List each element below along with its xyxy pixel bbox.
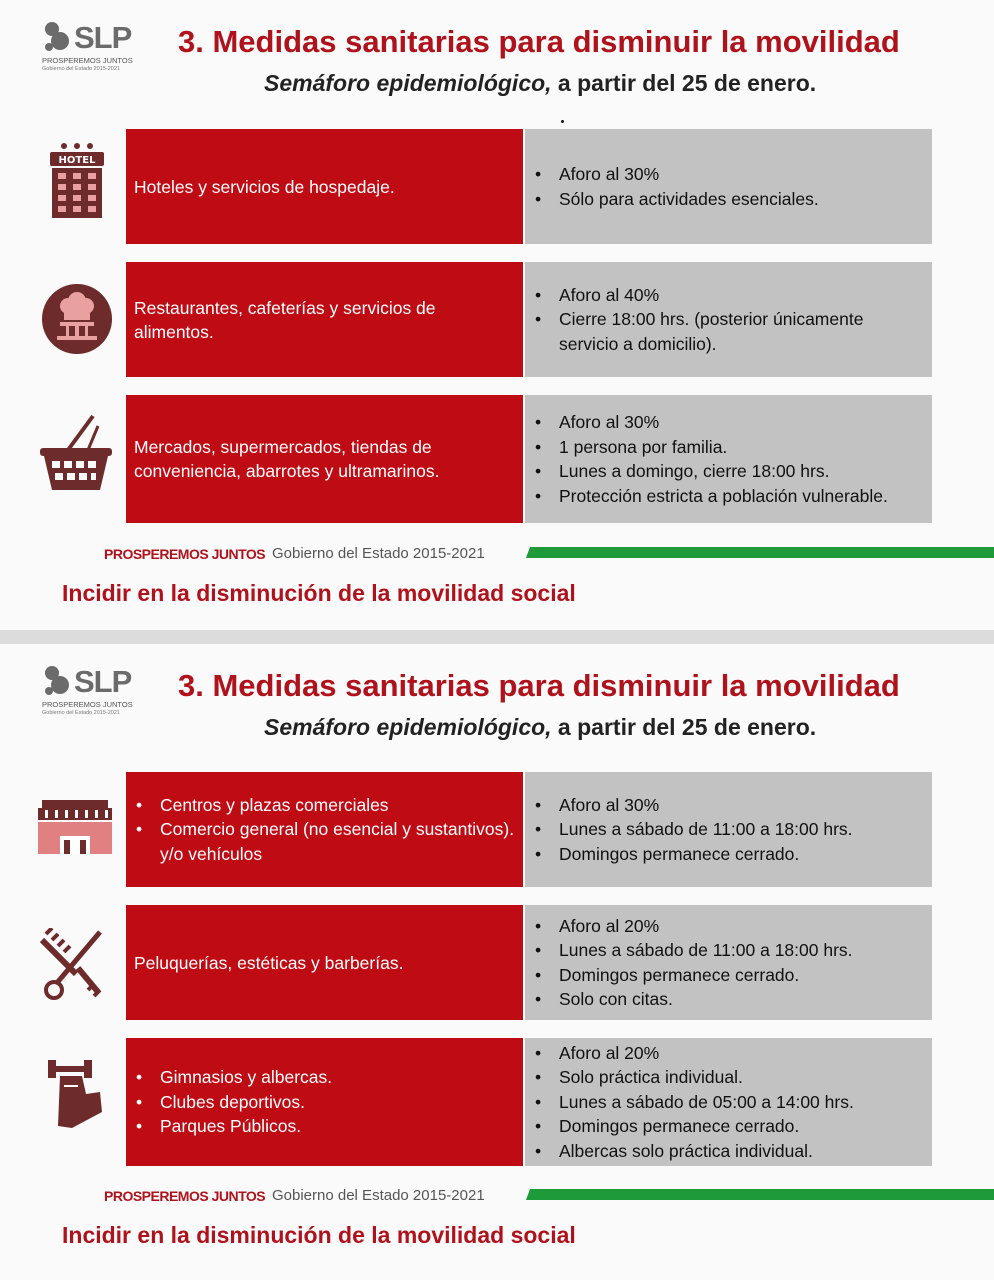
logo-gov: Gobierno del Estado 2015-2021 <box>42 710 120 716</box>
measure-row-gyms <box>126 1038 932 1166</box>
rules-list <box>533 162 819 211</box>
category-cell <box>126 129 523 244</box>
category-label: Restaurantes, cafeterías y servicios de alimentos. <box>134 297 436 342</box>
rule-item: • 1 persona por familia. <box>533 435 888 460</box>
rule-item: • Lunes a sábado de 11:00 a 18:00 hrs. <box>533 938 853 963</box>
slide-tagline: Incidir en la disminución de la movilidad social <box>62 1222 576 1248</box>
category-list <box>134 1065 332 1139</box>
rule-item: • Aforo al 40% <box>533 283 924 308</box>
rules-list <box>533 410 888 508</box>
rule-item: • Sólo para actividades esenciales. <box>533 187 819 212</box>
rule-item: • Aforo al 20% <box>533 1041 854 1066</box>
basket-icon <box>38 412 114 492</box>
category-cell <box>126 905 523 1020</box>
category-cell <box>126 1038 523 1166</box>
footer-brand: PROSPEREMOS JUNTOS <box>104 546 266 562</box>
measure-row-commerce <box>126 772 932 887</box>
rule-item: • Lunes a sábado de 05:00 a 14:00 hrs. <box>533 1090 854 1115</box>
rule-item: • Aforo al 20% <box>533 914 853 939</box>
footer-gov: Gobierno del Estado 2015-2021 <box>272 545 485 562</box>
measure-row-hotels <box>126 129 932 244</box>
logo-tagline: PROSPEREMOS JUNTOS <box>42 700 133 709</box>
logo-mark-icon <box>42 664 76 698</box>
category-label: Mercados, supermercados, tiendas de conveniencia, abarrotes y ultramarinos. <box>134 437 440 481</box>
hotel-icon <box>48 142 106 220</box>
subtitle-rest: a partir del 25 de enero. <box>551 70 817 96</box>
rule-item: • Solo con citas. <box>533 987 853 1012</box>
footer-green-bar <box>526 547 994 558</box>
stray-dot <box>561 120 564 123</box>
footer-brand: PROSPEREMOS JUNTOS <box>104 1188 266 1204</box>
category-item: • Clubes deportivos. <box>134 1090 332 1115</box>
rule-item: • Cierre 18:00 hrs. (posterior únicamente servicio a domicilio). <box>533 307 924 356</box>
slp-logo <box>42 20 134 80</box>
rule-item: • Domingos permanece cerrado. <box>533 842 853 867</box>
category-cell <box>126 262 523 377</box>
rule-item: • Protección estricta a población vulnerable. <box>533 484 888 509</box>
slide-title: 3. Medidas sanitarias para disminuir la movilidad <box>178 24 900 59</box>
rules-list <box>533 1041 854 1164</box>
subtitle-italic: Semáforo epidemiológico, <box>264 70 552 96</box>
subtitle-italic: Semáforo epidemiológico, <box>264 714 552 740</box>
measure-row-barbers <box>126 905 932 1020</box>
rules-cell <box>525 262 932 377</box>
slide-tagline: Incidir en la disminución de la movilidad social <box>62 580 576 606</box>
rule-item: • Aforo al 30% <box>533 162 819 187</box>
rules-cell <box>525 129 932 244</box>
footer-green-bar <box>526 1189 994 1200</box>
rules-cell <box>525 1038 932 1166</box>
rule-item: • Domingos permanece cerrado. <box>533 963 853 988</box>
measure-row-markets <box>126 395 932 523</box>
scissors-comb-icon <box>38 928 112 1002</box>
rule-item: • Aforo al 30% <box>533 793 853 818</box>
storefront-icon <box>36 798 114 856</box>
category-item: • Centros y plazas comerciales <box>134 793 515 818</box>
rule-item: • Aforo al 30% <box>533 410 888 435</box>
category-cell <box>126 395 523 523</box>
rule-item: • Lunes a sábado de 11:00 a 18:00 hrs. <box>533 817 853 842</box>
category-label: Hoteles y servicios de hospedaje. <box>134 176 395 197</box>
category-cell <box>126 772 523 887</box>
slide-subtitle <box>264 714 816 741</box>
rule-item: • Domingos permanece cerrado. <box>533 1114 854 1139</box>
hotel-label: HOTEL <box>58 155 96 166</box>
rules-cell <box>525 905 932 1020</box>
footer-gov: Gobierno del Estado 2015-2021 <box>272 1187 485 1204</box>
measure-row-restaurants <box>126 262 932 377</box>
rule-item: • Lunes a domingo, cierre 18:00 hrs. <box>533 459 888 484</box>
logo-tagline: PROSPEREMOS JUNTOS <box>42 56 133 65</box>
rule-item: • Solo práctica individual. <box>533 1065 854 1090</box>
logo-gov: Gobierno del Estado 2015-2021 <box>42 66 120 72</box>
category-list <box>134 793 515 867</box>
rules-cell <box>525 395 932 523</box>
logo-text: SLP <box>74 664 132 699</box>
logo-text: SLP <box>74 20 132 55</box>
gym-arm-icon <box>42 1056 106 1132</box>
rule-item: • Albercas solo práctica individual. <box>533 1139 854 1164</box>
rules-list <box>533 283 924 357</box>
restaurant-icon <box>40 282 114 356</box>
subtitle-rest: a partir del 25 de enero. <box>551 714 817 740</box>
category-item: • Comercio general (no esencial y sustantivos). y/o vehículos <box>134 817 515 866</box>
category-label: Peluquerías, estéticas y barberías. <box>134 952 404 973</box>
slp-logo <box>42 664 134 724</box>
category-item: • Parques Públicos. <box>134 1114 332 1139</box>
slide-subtitle <box>264 70 816 97</box>
rules-list <box>533 914 853 1012</box>
slide-2 <box>0 644 994 1280</box>
slide-title: 3. Medidas sanitarias para disminuir la movilidad <box>178 668 900 703</box>
slide-1 <box>0 0 994 630</box>
rules-cell <box>525 772 932 887</box>
logo-mark-icon <box>42 20 76 54</box>
category-item: • Gimnasios y albercas. <box>134 1065 332 1090</box>
rules-list <box>533 793 853 867</box>
